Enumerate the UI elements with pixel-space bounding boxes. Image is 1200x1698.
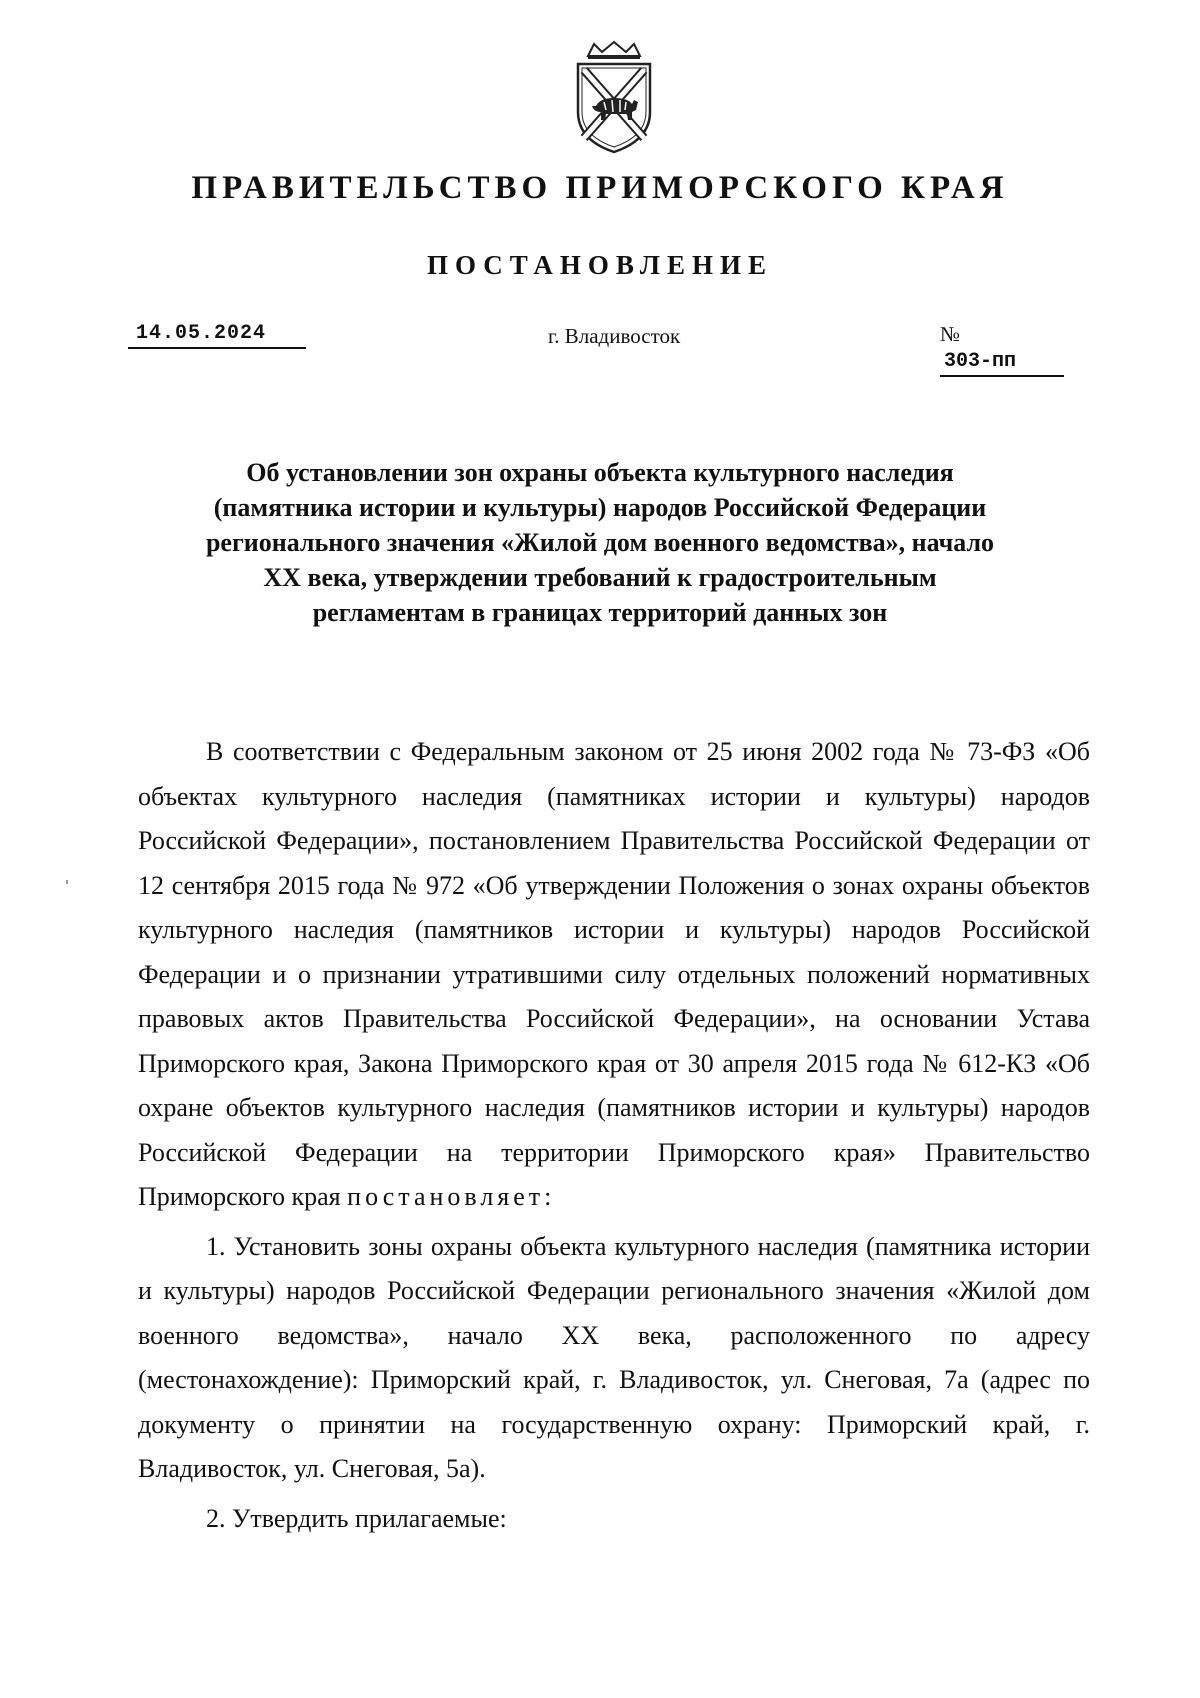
item-1-paragraph: 1. Установить зоны охраны объекта культурного наследия (памятника истории и культуры) народов Российской Федерации регионального значения «Жилой дом военного ведомства», начало XX века, расположенного по адресу (местонахождение): Приморский край, г. Владивосток, ул. Снеговая, 7а (адрес по документу о принятии на государственную охрану: Приморский край, г. Владивосток, ул. Снеговая, 5а). bbox=[138, 1231, 1090, 1483]
document-subject: Об установлении зон охраны объекта культурного наследия (памятника истории и культуры) народов Российской Федерации регионального значения «Жилой дом военного ведомства», начало XX века, утверждении требований к градостроительным регламентам в границах территорий данных зон bbox=[205, 458, 995, 627]
document-city: г. Владивосток bbox=[548, 324, 681, 348]
preamble-paragraph bbox=[138, 730, 1090, 1220]
item-2-paragraph: 2. Утвердить прилагаемые: bbox=[206, 1503, 507, 1533]
number-sign: № bbox=[940, 322, 961, 346]
document-body bbox=[138, 730, 1090, 1546]
scan-mark bbox=[66, 880, 68, 884]
document-number-field bbox=[940, 322, 1078, 377]
preamble-text: В соответствии с Федеральным законом от 25 июня 2002 года № 73-ФЗ «Об объектах культурного наследия (памятниках истории и культуры) народов Российской Федерации», постановлением Правительства Российской Федерации от 12 сентября 2015 года № 972 «Об утверждении Положения о зонах охраны объектов культурного наследия (памятников истории и культуры) народов Российской Федерации и о признании утратившими силу отдельных положений нормативных правовых актов Правительства Российской Федерации», на основании Устава Приморского края, Закона Приморского края от 30 апреля 2015 года № 612-КЗ «Об охране объектов культурного наследия (памятников истории и культуры) народов Российской Федерации на территории Приморского края» Правительство Приморского края bbox=[138, 737, 1090, 1211]
document-number: 303-пп bbox=[940, 350, 1064, 377]
document-type: ПОСТАНОВЛЕНИЕ bbox=[426, 250, 774, 280]
document-date: 14.05.2024 bbox=[128, 322, 306, 349]
primorsky-coat-of-arms-icon bbox=[570, 40, 658, 156]
resolves-word: постановляет bbox=[347, 1182, 545, 1211]
government-title: ПРАВИТЕЛЬСТВО ПРИМОРСКОГО КРАЯ bbox=[191, 170, 1009, 206]
resolves-colon: : bbox=[544, 1182, 552, 1211]
document-meta-row bbox=[128, 322, 1078, 373]
